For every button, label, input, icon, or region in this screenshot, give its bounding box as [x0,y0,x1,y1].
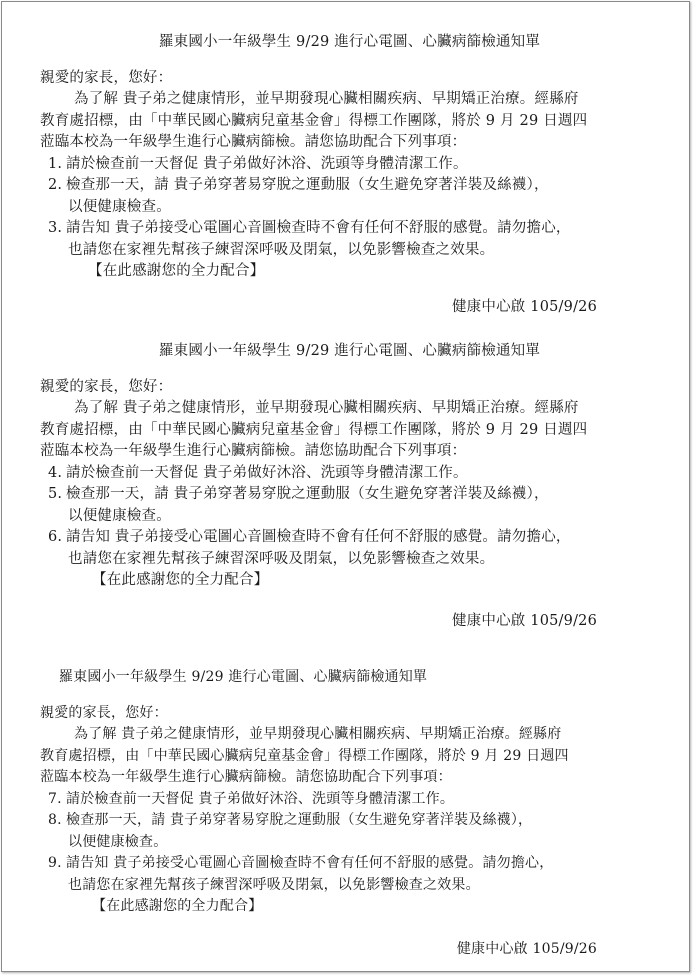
item-text: 請於檢查前一天督促 貴子弟做好沐浴、洗頭等身體清潔工作。 [66,464,468,481]
item-text: 請於檢查前一天督促 貴子弟做好沐浴、洗頭等身體清潔工作。 [66,790,455,807]
notice-title: 羅東國小一年級學生 9/29 進行心電圖、心臟病篩檢通知單 [59,669,428,685]
item-text: 請告知 貴子弟接受心電圖心音圖檢查時不會有任何不舒服的感覺。請勿擔心， [66,529,571,545]
thanks-note: 【在此感謝您的全力配合】 [88,263,265,279]
item-text-continued: 以便健康檢查。 [68,833,168,850]
notice-3 [2,667,689,960]
item-number: 5. [48,486,63,502]
paragraph-line: 教育處招標，由「中華民國心臟病兒童基金會」得標工作團隊，將於 9 月 29 日週四 [40,747,569,764]
list-item [2,484,689,506]
list-item [2,218,689,240]
item-text: 請告知 貴子弟接受心電圖心音圖檢查時不會有任何不舒服的感覺。請勿擔心， [66,220,571,236]
item-text-continued: 也請您在家裡先幫孩子練習深呼吸及閉氣，以免影響檢查之效果。 [68,241,495,258]
paragraph-line: 教育處招標，由「中華民國心臟病兒童基金會」得標工作團隊，將於 9 月 29 日週四 [40,112,588,129]
item-number: 1. [48,155,63,172]
item-text: 檢查那一天，請 貴子弟穿著易穿脫之運動服（女生避免穿著洋裝及絲襪）， [66,812,533,828]
notice-2 [2,341,689,632]
item-number: 7. [48,790,62,807]
list-item [2,154,689,176]
item-text: 請告知 貴子弟接受心電圖心音圖檢查時不會有任何不舒服的感覺。請勿擔心， [66,855,554,871]
greeting: 親愛的家長，您好： [40,378,173,395]
item-text: 檢查那一天，請 貴子弟穿著易穿脫之運動服（女生避免穿著洋裝及絲襪）， [66,177,549,193]
greeting: 親愛的家長，您好： [40,69,173,86]
thanks-note: 【在此感謝您的全力配合】 [92,572,269,588]
item-text-continued: 以便健康檢查。 [68,198,171,215]
item-number: 2. [48,177,63,193]
signature: 健康中心啟 105/9/26 [451,612,597,629]
notice-title: 羅東國小一年級學生 9/29 進行心電圖、心臟病篩檢通知單 [158,34,541,50]
item-text-continued: 也請您在家裡先幫孩子練習深呼吸及閉氣，以免影響檢查之效果。 [68,550,495,567]
paragraph-line: 蒞臨本校為一年級學生進行心臟病篩檢。請您協助配合下列事項： [40,769,452,785]
notice-title: 羅東國小一年級學生 9/29 進行心電圖、心臟病篩檢通知單 [158,343,541,359]
item-text: 檢查那一天，請 貴子弟穿著易穿脫之運動服（女生避免穿著洋裝及絲襪）， [66,486,549,502]
item-number: 4. [48,464,63,481]
item-number: 9. [48,855,62,871]
greeting: 親愛的家長，您好： [40,704,168,721]
document-page [1,1,690,972]
paragraph-line: 蒞臨本校為一年級學生進行心臟病篩檢。請您協助配合下列事項： [40,134,467,150]
signature: 健康中心啟 105/9/26 [451,298,597,315]
item-text-continued: 以便健康檢查。 [68,507,171,524]
thanks-note: 【在此感謝您的全力配合】 [92,898,263,914]
item-text: 請於檢查前一天督促 貴子弟做好沐浴、洗頭等身體清潔工作。 [66,155,468,172]
paragraph-line: 教育處招標，由「中華民國心臟病兒童基金會」得標工作團隊，將於 9 月 29 日週四 [40,421,588,438]
paragraph-line: 為了解 貴子弟之健康情形，並早期發現心臟相關疾病、早期矯正治療。經縣府 [74,400,579,416]
list-item [2,463,689,485]
signature: 健康中心啟 105/9/26 [456,940,597,957]
list-item [2,810,689,832]
item-number: 8. [48,812,62,828]
paragraph-line: 為了解 貴子弟之健康情形，並早期發現心臟相關疾病、早期矯正治療。經縣府 [74,91,579,107]
list-item [2,789,689,811]
list-item [2,175,689,197]
item-text-continued: 也請您在家裡先幫孩子練習深呼吸及閉氣，以免影響檢查之效果。 [68,876,480,893]
list-item [2,853,689,875]
item-number: 3. [48,220,63,236]
paragraph-line: 蒞臨本校為一年級學生進行心臟病篩檢。請您協助配合下列事項： [40,443,467,459]
notice-1 [2,32,689,318]
list-item [2,527,689,549]
paragraph-line: 為了解 貴子弟之健康情形，並早期發現心臟相關疾病、早期矯正治療。經縣府 [74,726,562,742]
item-number: 6. [48,529,63,545]
